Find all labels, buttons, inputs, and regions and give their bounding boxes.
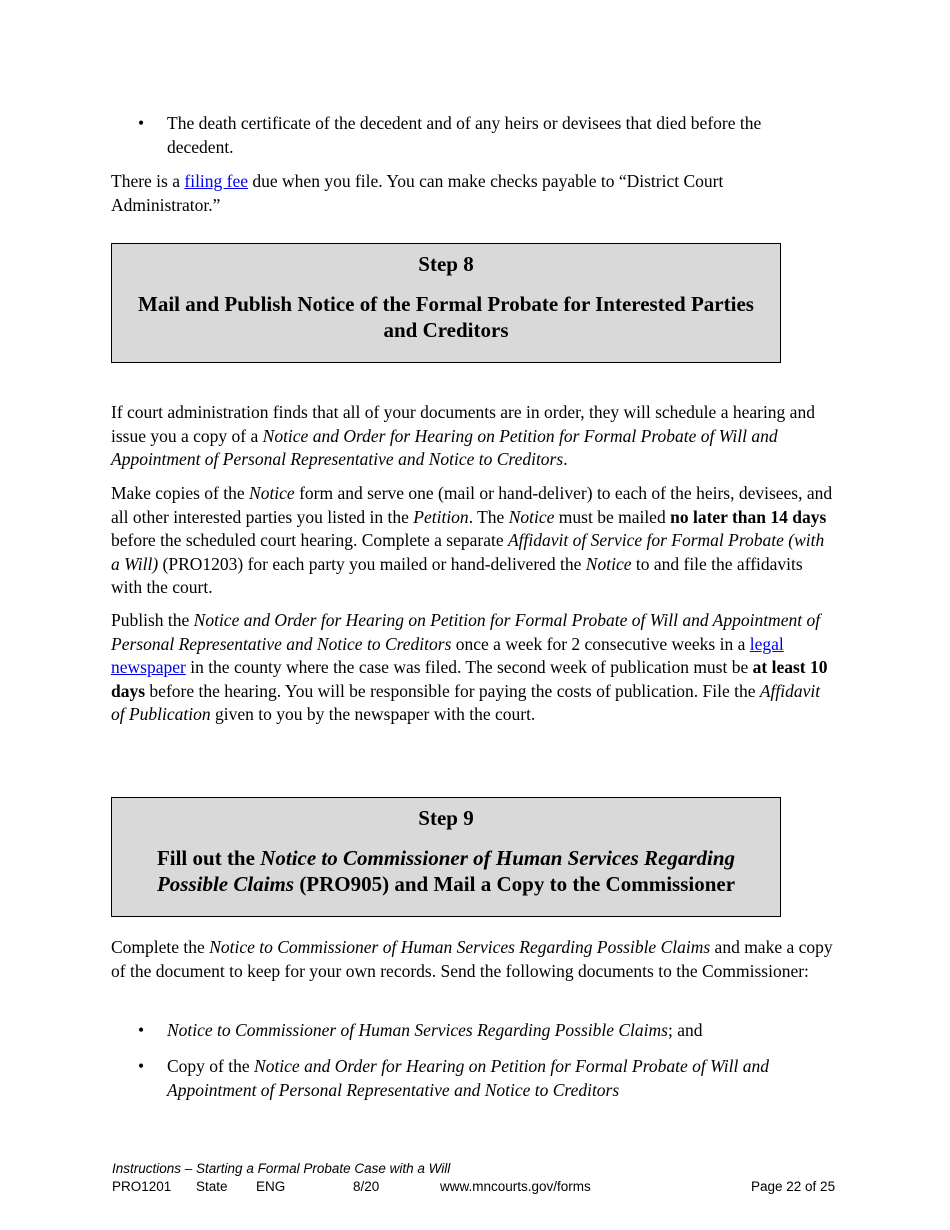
step-8-paragraph-3: Publish the Notice and Order for Hearing on Petition for Formal Probate of Will and Appointment of Personal Representative and Notice to Creditors once a week for 2 consecutive weeks in a legal newspaper in the county where the case was filed. The second week of publication must be at least 10 days before the hearing. You will be responsible for paying the costs of publication. File the Affidavit of Publication given to you by the newspaper with the court.	[111, 610, 828, 724]
footer-document-title: Instructions – Starting a Formal Probate Case with a Will	[112, 1161, 451, 1176]
filing-fee-paragraph: There is a filing fee due when you file. You can make checks payable to “District Court Administrator.”	[111, 171, 724, 215]
step-8-paragraph-2: Make copies of the Notice form and serve one (mail or hand-deliver) to each of the heirs, devisees, and all other interested parties you listed in the Petition. The Notice must be mailed no later than 14 days before the scheduled court hearing. Complete a separate Affidavit of Service for Formal Probate (with a Will) (PRO1203) for each party you mailed or hand-delivered the Notice to and file the affidavits with the court.	[111, 483, 833, 597]
filing-fee-link[interactable]: filing fee	[184, 171, 249, 191]
bullet-notice-to-commissioner: Notice to Commissioner of Human Services Regarding Possible Claims; and	[167, 1020, 703, 1040]
footer-jurisdiction: State	[196, 1179, 228, 1194]
bullet-copy-of-notice: Copy of the Notice and Order for Hearing on Petition for Formal Probate of Will and Appointment of Personal Representative and Notice to Creditors	[167, 1056, 769, 1100]
step-9-paragraph-1: Complete the Notice to Commissioner of Human Services Regarding Possible Claims and make a copy of the document to keep for your own records. Send the following documents to the Commissioner:	[111, 937, 833, 981]
step-9-box	[111, 797, 781, 917]
step-8-paragraph-1: If court administration finds that all of your documents are in order, they will schedule a hearing and issue you a copy of a Notice and Order for Hearing on Petition for Formal Probate of Will and Appointment of Personal Representative and Notice to Creditors.	[111, 402, 815, 469]
step-8-box	[111, 243, 781, 363]
step-8-title: Mail and Publish Notice of the Formal Probate for Interested Parties and Creditors	[138, 292, 754, 342]
bullet-death-certificate: The death certificate of the decedent and of any heirs or devisees that died before the decedent.	[167, 113, 762, 157]
footer-language: ENG	[256, 1179, 286, 1194]
footer-form-code: PRO1201	[112, 1179, 172, 1194]
step-8-number: Step 8	[418, 252, 474, 276]
footer-url: www.mncourts.gov/forms	[440, 1179, 591, 1194]
footer-page-number: Page 22 of 25	[751, 1179, 836, 1194]
bullet-marker: •	[138, 1056, 145, 1076]
step-9-title: Fill out the Notice to Commissioner of Human Services Regarding Possible Claims (PRO905) and Mail a Copy to the Commissioner	[156, 846, 736, 896]
legal-newspaper-link[interactable]: legal newspaper	[111, 633, 784, 677]
footer-date: 8/20	[353, 1179, 380, 1194]
bullet-marker: •	[138, 113, 145, 133]
step-9-number: Step 9	[418, 806, 474, 830]
bullet-marker: •	[138, 1020, 145, 1040]
